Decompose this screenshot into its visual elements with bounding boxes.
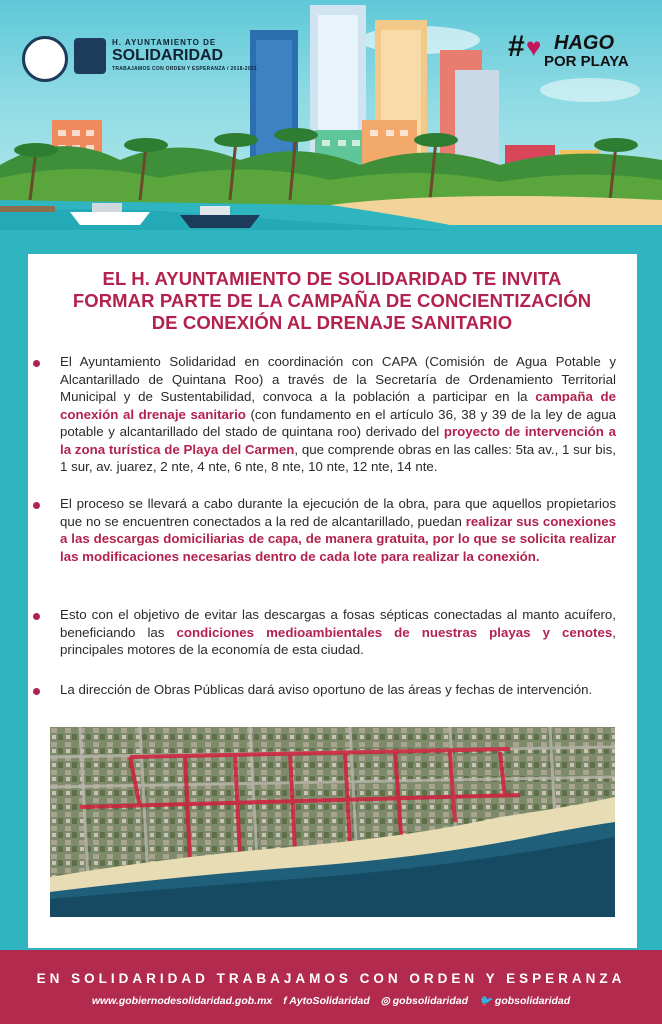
bullet-icon bbox=[33, 360, 40, 367]
paragraph-3-highlight: condiciones medioambientales de nuestras playas y cenotes bbox=[176, 624, 613, 640]
paragraph-2-highlight: realizar sus conexiones a las descargas domiciliarias de capa, de manera gratuita, por lo que se solicita realizar las modificaciones necesarias dentro de cada lote para realizar la conexión. bbox=[60, 513, 616, 564]
bullet-icon bbox=[33, 502, 40, 509]
footer-slogan: EN SOLIDARIDAD TRABAJAMOS CON ORDEN Y ESPERANZA bbox=[36, 971, 626, 986]
paragraph-4 bbox=[60, 681, 616, 699]
solidaridad-crest-logo bbox=[74, 38, 106, 74]
paragraph-3-text-2: , principales motores de la economía de esta ciudad. bbox=[60, 624, 616, 657]
paragraph-2-text: El proceso se llevará a cabo durante la ejecución de la obra, para que aquellos propietarios que no se encuentren conectados a la red de alcantarillado, puedan bbox=[60, 496, 616, 529]
title-line-3: DE CONEXIÓN AL DRENAJE SANITARIO bbox=[151, 312, 513, 333]
ayuntamiento-tagline: TRABAJAMOS CON ORDEN Y ESPERANZA / 2018-2021 bbox=[112, 66, 258, 72]
paragraph-1-text-3: , que comprende obras en las calles: 5ta av., 1 sur bis, 1 sur, av. juarez, 2 nte, 4 nte, 6 nte, 8 nte, 10 nte, 12 nte, 14 nte. bbox=[60, 441, 616, 474]
hashtag-symbol: # bbox=[508, 30, 525, 63]
page-title bbox=[40, 268, 624, 334]
footer-links bbox=[0, 994, 662, 1007]
ayuntamiento-title: SOLIDARIDAD bbox=[112, 47, 224, 64]
paragraph-1-text: El Ayuntamiento Solidaridad en coordinación con CAPA (Comisión de Agua Potable y Alcantarillado de Quintana Roo) a través de la Secretaría de Ordenamiento Territorial Municipal y de Sustentabilidad, convoca a la población a participar en la bbox=[60, 354, 616, 404]
ayuntamiento-small-text: H. AYUNTAMIENTO DE bbox=[112, 38, 217, 47]
website-link[interactable]: www.gobiernodesolidaridad.gob.mx bbox=[91, 995, 273, 1007]
heart-icon: ♥ bbox=[526, 32, 542, 62]
bullet-icon bbox=[33, 613, 40, 620]
paragraph-1 bbox=[60, 353, 616, 476]
hashtag-por-playa: POR PLAYA bbox=[544, 53, 629, 70]
paragraph-1-text-2: (con fundamento en el artículo 36, 38 y 39 de la ley de agua potable y alcantarillado del stado de quintana roo) derivado del bbox=[60, 406, 616, 439]
title-line-1: EL H. AYUNTAMIENTO DE SOLIDARIDAD TE INVITA bbox=[102, 268, 562, 289]
paragraph-1-highlight-project: proyecto de intervención a la zona turística de Playa del Carmen bbox=[60, 424, 616, 457]
twitter-link[interactable]: 🐦 gobsolidaridad bbox=[478, 995, 571, 1007]
instagram-link[interactable]: ◎ gobsolidaridad bbox=[380, 995, 469, 1007]
paragraph-4-text: La dirección de Obras Públicas dará aviso oportuno de las áreas y fechas de intervención. bbox=[60, 682, 593, 697]
hashtag-hago: HAGO bbox=[554, 32, 614, 54]
title-line-2: FORMAR PARTE DE LA CAMPAÑA DE CONCIENTIZACIÓN bbox=[72, 290, 592, 311]
footer-bar bbox=[0, 950, 662, 1024]
paragraph-3-text: Esto con el objetivo de evitar las descargas a fosas sépticas conectadas al manto acuífero, beneficiando las bbox=[60, 607, 616, 640]
paragraph-2 bbox=[60, 495, 616, 565]
facebook-link[interactable]: f AytoSolidaridad bbox=[283, 995, 370, 1007]
paragraph-3 bbox=[60, 606, 616, 659]
paragraph-1-highlight-campaign: campaña de conexión al drenaje sanitario bbox=[60, 389, 616, 422]
bullet-icon bbox=[33, 688, 40, 695]
municipal-seal-logo bbox=[22, 36, 68, 82]
hago-por-playa-logo bbox=[508, 30, 638, 70]
aerial-map-image bbox=[50, 727, 615, 917]
aerial-map-graphic bbox=[50, 727, 615, 917]
